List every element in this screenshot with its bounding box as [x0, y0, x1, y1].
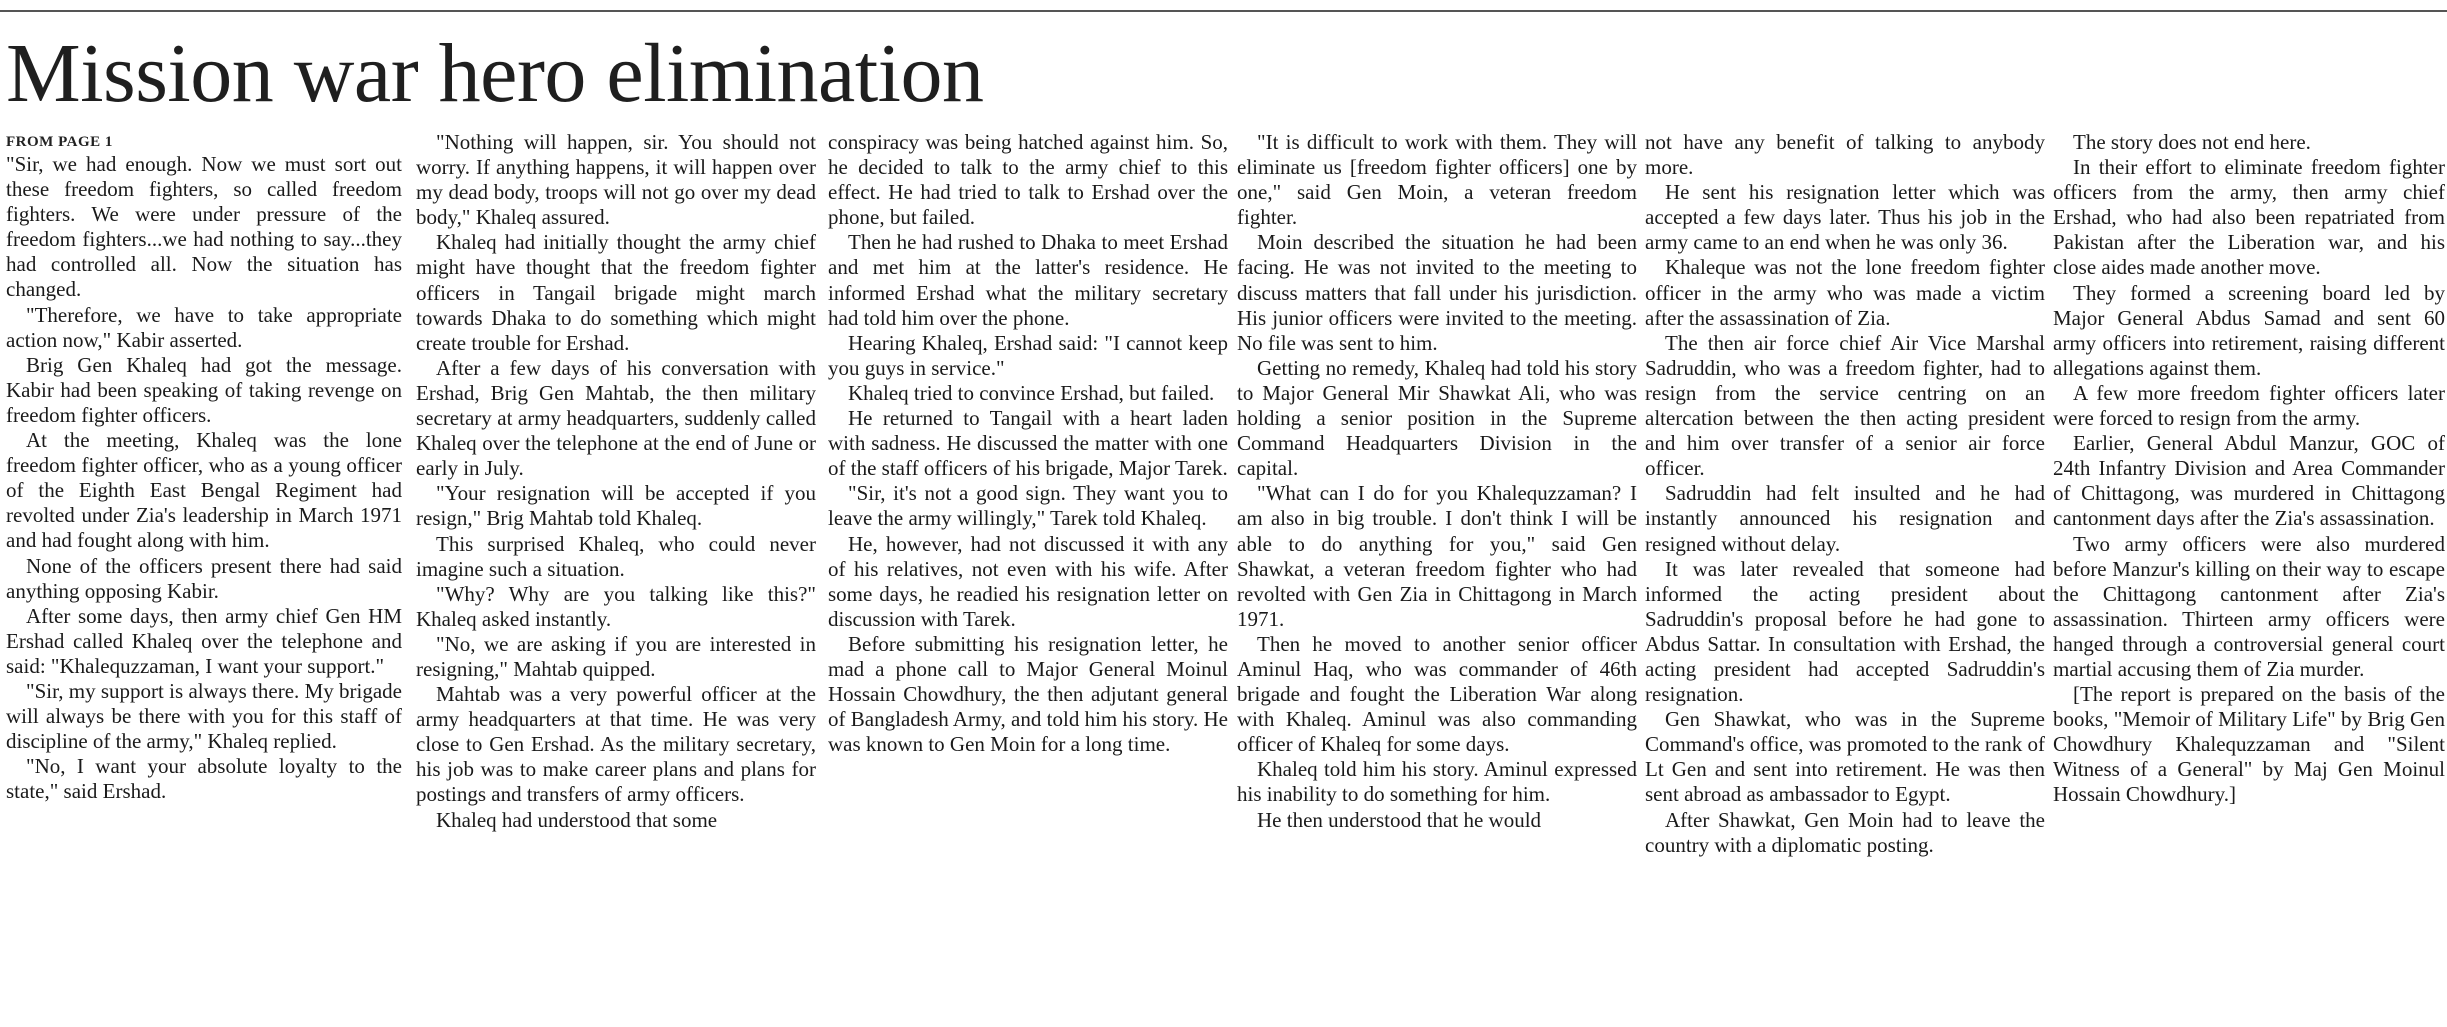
- article-paragraph: "No, I want your absolute loyalty to the state," said Ershad.: [6, 754, 402, 804]
- article-paragraph: Khaleque was not the lone freedom fighter officer in the army who was made a victim after the assassination of Zia.: [1645, 255, 2045, 330]
- article-paragraph: "No, we are asking if you are interested in resigning," Mahtab quipped.: [416, 631, 816, 681]
- article-paragraph: At the meeting, Khaleq was the lone freedom fighter officer, who as a young officer of the Eighth East Bengal Regiment had revolted under Zia's leadership in March 1971 and had fought along with him.: [6, 428, 402, 553]
- article-paragraph: This surprised Khaleq, who could never imagine such a situation.: [416, 531, 816, 581]
- article-paragraph: In their effort to eliminate freedom fighter officers from the army, then army chief Ershad, who had also been repatriated from Pakistan after the Liberation war, and his close aides made another move.: [2053, 155, 2445, 280]
- article-paragraph: It was later revealed that someone had informed the acting president about Sadruddin's proposal before he had gone to Abdus Sattar. In consultation with Ershad, the acting president had accepted Sadruddin's resignation.: [1645, 556, 2045, 707]
- article-paragraph: "What can I do for you Khalequzzaman? I am also in big trouble. I don't think I will be able to do anything for you," said Gen Shawkat, a veteran freedom fighter who had revolted with Gen Zia in Chittagong in March 1971.: [1237, 481, 1637, 631]
- column-4: [1237, 130, 1637, 1027]
- article-paragraph: Khaleq had initially thought the army chief might have thought that the freedom fighter officers in Tangail brigade might march towards Dhaka to do something which might create trouble for Ershad.: [416, 230, 816, 355]
- article-paragraph: Getting no remedy, Khaleq had told his story to Major General Mir Shawkat Ali, who was holding a senior position in the Supreme Command Headquarters Division in the capital.: [1237, 355, 1637, 481]
- column-2: [416, 130, 816, 1027]
- article-paragraph: [The report is prepared on the basis of the books, "Memoir of Military Life" by Brig Gen Chowdhury Khalequzzaman and "Silent Witness of a General" by Maj Gen Moinul Hossain Chowdhury.]: [2053, 682, 2445, 807]
- column-6: [2053, 130, 2445, 1027]
- article-paragraph: He returned to Tangail with a heart laden with sadness. He discussed the matter with one of the staff officers of his brigade, Major Tarek.: [828, 406, 1228, 481]
- article-paragraph: After Shawkat, Gen Moin had to leave the country with a diplomatic posting.: [1645, 807, 2045, 857]
- article-paragraph: He sent his resignation letter which was accepted a few days later. Thus his job in the army came to an end when he was only 36.: [1645, 180, 2045, 255]
- article-paragraph: The story does not end here.: [2073, 130, 2311, 154]
- article-paragraph: Then he moved to another senior officer Aminul Haq, who was commander of 46th brigade and fought the Liberation War along with Khaleq. Aminul was also commanding officer of Khaleq for some days.: [1237, 631, 1637, 757]
- article-paragraph: Gen Shawkat, who was in the Supreme Command's office, was promoted to the rank of Lt Gen and sent into retirement. He was then sent abroad as ambassador to Egypt.: [1645, 707, 2045, 807]
- article-paragraph: Two army officers were also murdered before Manzur's killing on their way to escape the Chittagong cantonment after Zia's assassination. Thirteen army officers were hanged through a controversial general court martial accusing them of Zia murder.: [2053, 531, 2445, 681]
- article-paragraph: "Sir, it's not a good sign. They want you to leave the army willingly," Tarek told Khaleq.: [828, 481, 1228, 531]
- kicker-from-page: FROM PAGE 1: [6, 134, 113, 150]
- article-paragraph: conspiracy was being hatched against him. So, he decided to talk to the army chief to this effect. He had tried to talk to Ershad over the phone, but failed.: [828, 130, 1228, 230]
- article-paragraph: Then he had rushed to Dhaka to meet Ershad and met him at the latter's residence. He informed Ershad what the military secretary had told him over the phone.: [828, 230, 1228, 330]
- column-3: [828, 130, 1228, 1027]
- article-paragraph: Khaleq had understood that some: [436, 807, 718, 832]
- article-paragraph: Moin described the situation he had been facing. He was not invited to the meeting to discuss matters that fall under his jurisdiction. His junior officers were invited to the meeting. No file was sent to him.: [1237, 230, 1637, 355]
- column-5: [1645, 130, 2045, 1027]
- article-paragraph: After a few days of his conversation with Ershad, Brig Gen Mahtab, the then military secretary at army headquarters, suddenly called Khaleq over the telephone at the end of June or early in July.: [416, 355, 816, 481]
- article-paragraph: Sadruddin had felt insulted and he had instantly announced his resignation and resigned without delay.: [1645, 481, 2045, 556]
- article-paragraph: Brig Gen Khaleq had got the message. Kabir had been speaking of taking revenge on freedom fighter officers.: [6, 352, 402, 427]
- article-paragraph: They formed a screening board led by Major General Abdus Samad and sent 60 army officers into retirement, raising different allegations against them.: [2053, 280, 2445, 380]
- article-paragraph: After some days, then army chief Gen HM Ershad called Khaleq over the telephone and said: "Khalequzzaman, I want your support.": [6, 603, 402, 678]
- article-paragraph: He then understood that he would: [1257, 807, 1542, 832]
- article-paragraph: Earlier, General Abdul Manzur, GOC of 24th Infantry Division and Area Commander of Chittagong, was murdered in Chittagong cantonment days after the Zia's assassination.: [2053, 431, 2445, 531]
- article-paragraph: "It is difficult to work with them. They will eliminate us [freedom fighter officers] one by one," said Gen Moin, a veteran freedom fighter.: [1237, 130, 1637, 230]
- article-paragraph: not have any benefit of talking to anybody more.: [1645, 130, 2045, 180]
- article-paragraph: Hearing Khaleq, Ershad said: "I cannot keep you guys in service.": [828, 330, 1228, 380]
- article-paragraph: None of the officers present there had said anything opposing Kabir.: [6, 553, 402, 603]
- article-paragraph: "Sir, we had enough. Now we must sort out these freedom fighters, so called freedom fighters. We were under pressure of the freedom fighters...we had nothing to say...they had controlled all. Now the situation has changed.: [6, 152, 402, 302]
- article-paragraph: Khaleq tried to convince Ershad, but failed.: [848, 380, 1215, 405]
- article-paragraph: "Why? Why are you talking like this?" Khaleq asked instantly.: [416, 581, 816, 631]
- article-paragraph: Before submitting his resignation letter, he mad a phone call to Major General Moinul Hossain Chowdhury, the then adjutant general of Bangladesh Army, and told him his story. He was known to Gen Moin for a long time.: [828, 631, 1228, 757]
- headline: Mission war hero elimination: [6, 27, 984, 120]
- article-paragraph: "Sir, my support is always there. My brigade will always be there with you for this staff of discipline of the army," Khaleq replied.: [6, 678, 402, 754]
- column-1: [6, 152, 402, 1027]
- article-paragraph: "Your resignation will be accepted if you resign," Brig Mahtab told Khaleq.: [416, 481, 816, 531]
- article-paragraph: The then air force chief Air Vice Marshal Sadruddin, who was a freedom fighter, had to resign from the service centring on an altercation between the then acting president and him over transfer of a senior air force officer.: [1645, 330, 2045, 481]
- article-paragraph: A few more freedom fighter officers later were forced to resign from the army.: [2053, 380, 2445, 431]
- article-paragraph: Khaleq told him his story. Aminul expressed his inability to do something for him.: [1237, 757, 1637, 807]
- article-paragraph: Mahtab was a very powerful officer at the army headquarters at that time. He was very close to Gen Ershad. As the military secretary, his job was to make career plans and plans for postings and transfers of army officers.: [416, 682, 816, 807]
- article-paragraph: He, however, had not discussed it with any of his relatives, not even with his wife. After some days, he readied his resignation letter on discussion with Tarek.: [828, 531, 1228, 631]
- article-paragraph: "Therefore, we have to take appropriate action now," Kabir asserted.: [6, 302, 402, 352]
- article-paragraph: "Nothing will happen, sir. You should not worry. If anything happens, it will happen over my dead body, troops will not go over my dead body," Khaleq assured.: [416, 130, 816, 230]
